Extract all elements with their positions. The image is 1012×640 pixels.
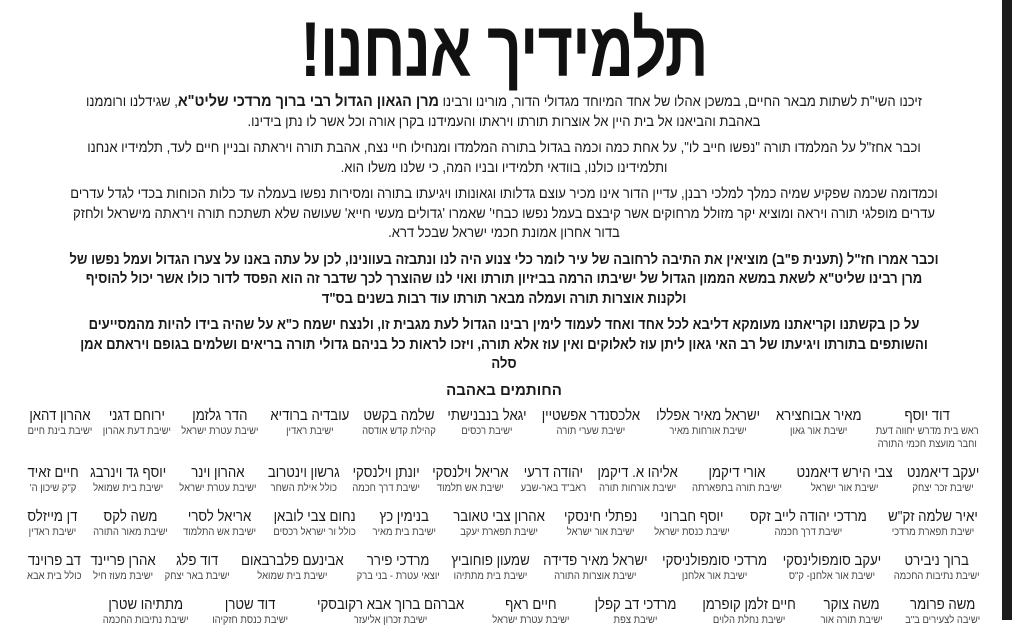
signatory (24, 508, 81, 539)
signatory-name: מרדכי יהודה לייב זקס (749, 507, 867, 525)
signatory-institution: ישיבת עטרת ישראל (492, 613, 570, 626)
signatory-institution: ישיבת אור גאון (789, 424, 847, 437)
signatory (488, 596, 574, 627)
signatory-institution: ישיבת נתיבות החכמה (102, 613, 189, 626)
signatory (265, 407, 355, 451)
signatory-institution: ישיבת אור אלחנן- ק"ס (788, 569, 875, 582)
signatory-institution: ישיבת דעת אהרון (102, 424, 171, 437)
signatory-institution: כולל ור ישראל רכסים (273, 525, 356, 538)
signatory-name: יגאל בנבנישתי (447, 406, 527, 424)
signatory-name: ישראל מאיר פדידה (542, 551, 648, 569)
signatory-name: ירוחם דגני (108, 406, 165, 424)
signatory-name: ברוך ניבירט (904, 551, 969, 569)
signatory-name: ישראל מאיר אפללו (655, 406, 760, 424)
signatory (99, 407, 175, 451)
signatory-institution: כולל בית אבא (27, 569, 82, 582)
signatory (348, 464, 424, 495)
signatory-institution: ישיבת אורחות מאיר (669, 424, 747, 437)
signatory-institution: ישיבת אש תלמוד (436, 481, 504, 494)
signatory (870, 407, 984, 451)
page-edge (1002, 0, 1012, 620)
signatory-name: דוד שטרן (224, 595, 276, 613)
signatory (770, 407, 867, 451)
signatory (307, 596, 474, 627)
signatory-institution: ישיבת שערי תורה (556, 424, 625, 437)
signatory-name: אריאל לסרי (188, 507, 252, 525)
signatory-name: בנימין כץ (379, 507, 429, 525)
signatory-institution: ישיבת נחלת הלוים (713, 613, 786, 626)
signatory (89, 508, 172, 539)
signatory-name: חיים זלמן קופרמן (702, 595, 797, 613)
signatory-institution: ראש בית מדרש יחווה דעת וחבר מועצת חכמי התורה (875, 424, 979, 450)
signatory (24, 552, 85, 583)
signatory-name: דוד פלג (176, 551, 219, 569)
signatory-institution: ישיבת צפת (613, 613, 658, 626)
signatory-name: חיים זאיד (27, 463, 79, 481)
signatories-grid (18, 407, 990, 627)
signatory (776, 552, 888, 583)
signatory (687, 464, 787, 495)
signatory-name: יונתן וילנסקי (352, 463, 420, 481)
signatory-name: דב פרוינד (27, 551, 81, 569)
signatory-institution: ישיבת תפארת מרדכי (891, 525, 975, 538)
paragraph-2: וכבר אחז"ל על המלמדו תורה "נפשו חייב לו", על אחת כמה וכמה בגדול בתורה המלמדו ומנחילו חיי נצח, אהבת תורה ויראתה ובניין חיים לעד, תלמידיו אנחנו ותלמידינו כולנו, בוודאי תלמידיו ובניו המה, כי שלנו משלו הוא. (87, 140, 921, 176)
paragraph-1 (67, 92, 942, 132)
signatory (902, 464, 984, 495)
signatory (655, 552, 774, 583)
signatory-name: יעקב דיאמנט (906, 463, 980, 481)
paragraph-5: על כן בקשתנו וקריאתנו מעומקא דליבא לכל אחד ואחד לעמוד לימין רבינו הגדול לעת מגבית זו, ולנצח ישמח כ"א על שהיה בידו להיות מהמסייעים והשותפים בתורתו ויגיעתו של רב האי גאון ליתן עוז לאלוקים ואין עוז אלא תורה, ויזכו לראות כל בניהם גדולי תורה בריאים ושלמים בגופם ויראתם אמן סלה (80, 317, 928, 372)
signatory-name: עובדיה ברודיא (270, 406, 350, 424)
signatory-name: אברהם ברוך אבא רקובסקי (316, 595, 464, 613)
paragraph-1-text: זיכנו השי"ת לשתות מבאר החיים, במשכן אהלו של אחד המיוחד מגדולי הדור, מורינו ורבינו (439, 94, 922, 110)
signatory (901, 596, 984, 627)
signatory-name: מרדכי פירר (366, 551, 430, 569)
signatories-title: החותמים באהבה (446, 381, 562, 399)
signatory (179, 508, 260, 539)
signatory (650, 508, 734, 539)
signatory-name: יעקב סומפולינסקי (782, 551, 881, 569)
signatory-name: מתתיהו שטרן (108, 595, 184, 613)
signatory (882, 508, 984, 539)
signatory-name: שלמה בקשט (362, 406, 435, 424)
signatory-institution: ישיבת נתיבות החכמה (893, 569, 980, 582)
signatory-name: חיים ראף (505, 595, 558, 613)
signatory-institution: ישיבת בית מתתיהו (453, 569, 527, 582)
signatory-name: יוסף חברוני (660, 507, 724, 525)
signatory-name: אליהו א. דיקמן (597, 463, 679, 481)
signatory (208, 596, 292, 627)
signatory-institution: ישיבת כנסת חזקיהו (212, 613, 289, 626)
signatory-institution: ראב"ד באר-שבע (520, 481, 586, 494)
signatory-institution: ישיבת באר יצחק (164, 569, 230, 582)
signatory-institution: ישיבת עטרת ישראל (178, 481, 256, 494)
signatory-institution: ישיבת בית שמואל (93, 481, 164, 494)
signatories-row (18, 508, 990, 539)
signatory-name: אבינעם פלברבאום (241, 551, 344, 569)
paragraph-3: וכמדומה שכמה שפקיע שמיה כמלך למלכי רבנן, עדיין הדור אינו מכיר עוצם גדלותו וגאונותו ויגיעתו בתורה ומסירות נפשו בעמלה עד כלות הכוחות בכדי לגדל עדרים עדרים מופלגי תורה ויראה ומוציא יקר מזולל מרחוקים אשר קיבצם בעמל נפשו כבחי' שאמרו 'גדולים מעשי חייא' שעושה שלא תשתכח תורה ויראתה מישראל ולחזק בדור אחרון אמונת חכמי ישראל שבכל דרא. (70, 186, 938, 241)
signatory-name: אורי דיקמן (708, 463, 766, 481)
signatory (85, 464, 171, 495)
signatory (742, 508, 875, 539)
signatory (175, 464, 261, 495)
signatory (352, 552, 444, 583)
signatory-name: דוד יוסף (904, 406, 950, 424)
signatory (536, 552, 655, 583)
signatory-institution: ישיבת בית שמואל (257, 569, 328, 582)
signatory-institution: ישיבת עטרת ישראל (181, 424, 259, 437)
signatory (268, 508, 361, 539)
signatory-institution: ישיבת אש התלמוד (183, 525, 257, 538)
signatories-row (18, 407, 990, 451)
signatory-name: נפתלי חינסקי (564, 507, 638, 525)
signatory-institution: ישיבת זכר יצחק (912, 481, 974, 494)
signatory-institution: ישיבת אור אלחנן (682, 569, 748, 582)
signatory-institution: ישיבת ראדין (286, 424, 334, 437)
signatory (98, 596, 193, 627)
signatory-institution: ישיבת דרך חכמה (774, 525, 842, 538)
signatory-institution: ישיבת תורה אור (820, 613, 883, 626)
signatory-name: הדר גלזמן (192, 406, 248, 424)
signatory-name: מרדכי סומפולניסקי (662, 551, 768, 569)
signatory-institution: ישיבת אור ישראל (810, 481, 879, 494)
signatory (589, 596, 682, 627)
signatory (442, 407, 532, 451)
signatory-name: אהרון צבי טאובר (453, 507, 546, 525)
signatory-institution: ישיבת תפארת יעקב (460, 525, 539, 538)
signatory (24, 464, 82, 495)
signatory-name: יהודה דרעי (523, 463, 583, 481)
signatory-name: אריאל וילנסקי (432, 463, 509, 481)
paragraph-1-text-end: , שגידלנו ורוממנו באהבת והביאנו אל בית היין אל אוצרות תורתו ויראתו והעמידנו בקרן אורה וכל אשר לו נתן בידינו. (86, 94, 761, 130)
signatory (446, 552, 535, 583)
signatory-name: אהרן פריינד (90, 551, 156, 569)
signatory (649, 407, 767, 451)
signatory (161, 552, 233, 583)
signatory-institution: ישיבת בית מאיר (372, 525, 436, 538)
signatory (790, 464, 899, 495)
signatory (358, 407, 440, 451)
signatory-institution: ישיבת ראדין (28, 525, 77, 538)
signatory-institution: ישיבת זכרון אליעזר (353, 613, 428, 626)
signatory-institution: ישיבת תורה בתפארתה (691, 481, 782, 494)
signatory-name: משה צוקר (823, 595, 880, 613)
signatory (369, 508, 439, 539)
signatory-institution: ישיבה לצעירים ב"ב (904, 613, 980, 626)
signatory-name: יוסף גד וינרבג (90, 463, 167, 481)
signatory-institution: ישיבת אוצרות התורה (553, 569, 637, 582)
signatory (427, 464, 514, 495)
signatory (535, 407, 647, 451)
signatory (447, 508, 551, 539)
signatory-institution: ישיבת כנסת ישראל (654, 525, 730, 538)
signatory-name: אלכסנדר אפשטיין (541, 406, 640, 424)
signatory-institution: ישיבת מעוז חיל (92, 569, 153, 582)
signatory-institution: קהילת קדש אודסה (361, 424, 436, 437)
signatory-name: יאיר שלמה זק"ש (888, 507, 978, 525)
signatories-row (18, 552, 990, 583)
signatory (517, 464, 590, 495)
signatory (889, 552, 984, 583)
signatory (234, 552, 351, 583)
signatory-name: אהרון וינר (190, 463, 245, 481)
signatory-institution: כולל אילת השחר (270, 481, 338, 494)
signatory-name: משה לקס (103, 507, 157, 525)
rabbi-name: מרן הגאון הגדול רבי ברוך מרדכי שליט"א (177, 93, 440, 110)
signatory-institution: ישיבת רכסים (461, 424, 513, 437)
signatory-institution: ישיבת אורחות תורה (599, 481, 677, 494)
signatory-name: משה פרומר (909, 595, 975, 613)
signatory-name: מרדכי דב קפלן (594, 595, 677, 613)
signatory-name: מאיר אבוחצירא (775, 406, 862, 424)
signatory-name: גרשון וינטרוב (268, 463, 340, 481)
signatory (86, 552, 160, 583)
headline: תלמידיך אנחנו! (300, 5, 708, 93)
signatory (592, 464, 683, 495)
signatory-institution: ישיבת מאור התורה (92, 525, 168, 538)
paragraph-4: וכבר אמרו חז"ל (תענית פ"ב) מוציאין את התיבה לרחובה של עיר לומר כלי צנוע היה לנו ונתבזה בעוונינו, לכן על עתה באנו על צערו הגדול ועמל נפשו של מרן רבינו שליט"א לשאת במשא הממון הגדול של ישיבתו הרמה בביזיון תורתו ואוי לנו שהוצרך לכך שדבר זה הוא הפסד לדור כולו אשר יכול להוסיף ולקנות אוצרות תורה ועמלה מבאר תורתו עוד רבות בשנים בס"ד (69, 251, 939, 307)
signatory-institution: ישיבת בינת חיים (27, 424, 93, 437)
signatory-name: נחום צבי לובאן (273, 507, 356, 525)
signatory-institution: ישיבת אור ישראל (566, 525, 635, 538)
advertisement (18, 0, 990, 640)
signatory (177, 407, 263, 451)
signatory-institution: ישיבת דרך חכמה (351, 481, 420, 494)
signatory-name: שמעון פוחוביץ (450, 551, 530, 569)
signatory (24, 407, 96, 451)
signatories-row (18, 596, 990, 627)
signatory (696, 596, 802, 627)
signatory (817, 596, 886, 627)
signatory-name: צבי הירש דיאמנט (796, 463, 893, 481)
signatory-institution: ק"ק שיכון ה' (29, 481, 77, 494)
signatory-name: דן מייזלס (27, 507, 78, 525)
signatory-name: אהרון דהאן (29, 406, 91, 424)
signatory (559, 508, 642, 539)
signatory (263, 464, 345, 495)
signatories-row (18, 464, 990, 495)
signatory-institution: יוצאי עטרת - בני ברק (356, 569, 440, 582)
